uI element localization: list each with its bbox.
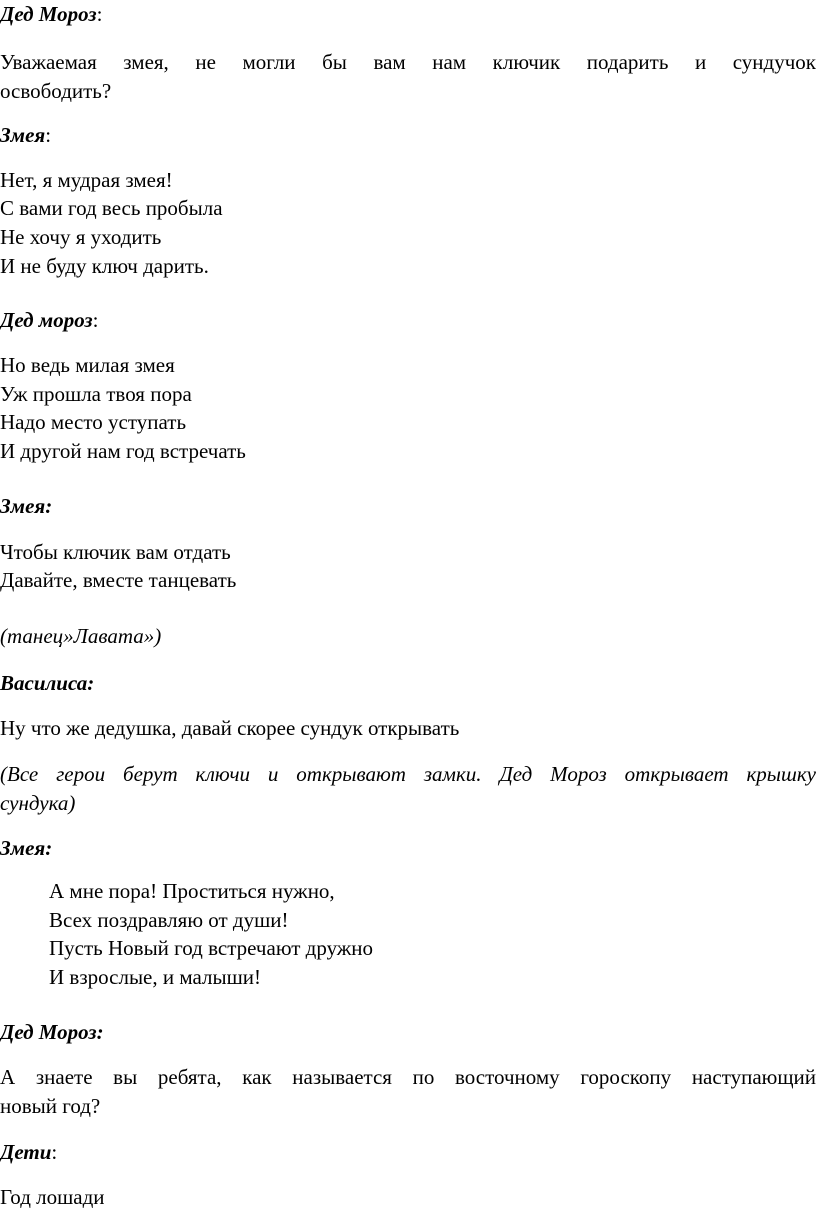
stage-direction: (танец»Лавата») — [0, 624, 162, 648]
speaker-zmeya-2: Змея: — [0, 494, 53, 518]
speaker-ded-moroz-2 — [0, 306, 98, 334]
speaker-colon: : — [96, 2, 103, 26]
dialogue-line: А знаете вы ребята, как называется по восточному гороскопу наступающий — [0, 1065, 816, 1089]
verse-line: А мне пора! Проститься нужно, — [49, 879, 335, 903]
verse-line: И взрослые, и малыши! — [49, 965, 262, 989]
speaker-zmeya-1 — [0, 121, 51, 149]
dialogue-line: Ну что же дедушка, давай скорее сундук открывать — [0, 716, 460, 740]
verse-line: Уж прошла твоя пора — [0, 382, 192, 406]
speaker-name: Дед Мороз — [0, 2, 97, 26]
dialogue-line: новый год? — [0, 1094, 101, 1118]
verse-line: Но ведь милая змея — [0, 353, 175, 377]
speaker-name: Дед мороз — [0, 308, 93, 332]
verse-line: Надо место уступать — [0, 410, 187, 434]
speaker-colon: : — [45, 123, 52, 147]
stage-direction: (Все герои берут ключи и открывают замки. Дед Мороз открывает крышку — [0, 762, 816, 786]
speaker-name: Дети — [0, 1140, 52, 1164]
stage-direction: сундука) — [0, 791, 76, 815]
speaker-zmeya-3: Змея: — [0, 836, 53, 860]
speaker-ded-moroz-3: Дед Мороз: — [0, 1020, 104, 1044]
verse-line: Всех поздравляю от души! — [49, 908, 289, 932]
speaker-vasilisa: Василиса: — [0, 671, 95, 695]
dialogue-line: освободить? — [0, 79, 112, 103]
dialogue-line: Уважаемая змея, не могли бы вам нам ключик подарить и сундучок — [0, 50, 816, 74]
speaker-colon: : — [92, 308, 99, 332]
verse-line: Пусть Новый год встречают дружно — [49, 936, 374, 960]
speaker-name: Змея — [0, 123, 46, 147]
speaker-ded-moroz-1 — [0, 0, 102, 28]
verse-line: С вами год весь пробыла — [0, 196, 223, 220]
dialogue-line: Год лошади — [0, 1185, 105, 1209]
verse-line: Давайте, вместе танцевать — [0, 568, 237, 592]
verse-line: Чтобы ключик вам отдать — [0, 540, 231, 564]
verse-line: И другой нам год встречать — [0, 439, 246, 463]
speaker-colon: : — [51, 1140, 58, 1164]
speaker-deti — [0, 1138, 57, 1166]
verse-line: Не хочу я уходить — [0, 225, 162, 249]
verse-line: И не буду ключ дарить. — [0, 254, 209, 278]
verse-line: Нет, я мудрая змея! — [0, 168, 173, 192]
